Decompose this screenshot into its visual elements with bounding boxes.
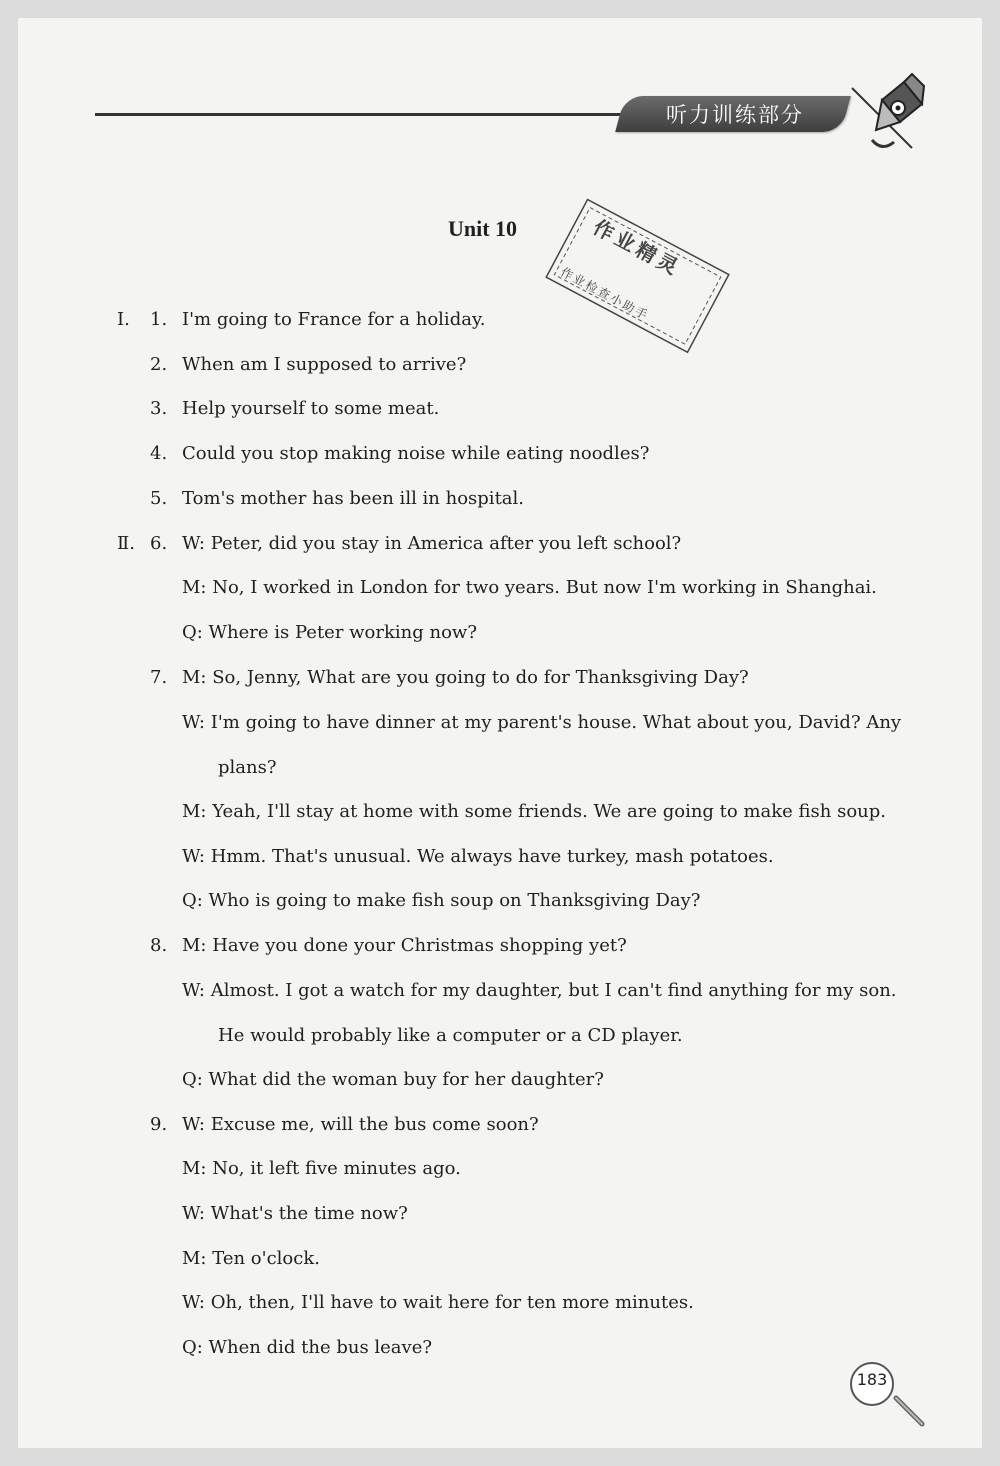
dialogue-line: W: Excuse me, will the bus come soon? — [182, 1114, 539, 1135]
dialogue-line: W: Almost. I got a watch for my daughter, but I can't find anything for my son. — [182, 980, 897, 1001]
section-2-mark: Ⅱ. — [117, 533, 135, 554]
dialogue-line: M: So, Jenny, What are you going to do for Thanksgiving Day? — [182, 667, 749, 688]
dialogue-line: W: Hmm. That's unusual. We always have turkey, mash potatoes. — [182, 846, 774, 867]
pencil-mascot-icon — [842, 70, 928, 160]
item-text: When am I supposed to arrive? — [182, 354, 467, 375]
page-number: 183 — [856, 1370, 888, 1389]
item-text: I'm going to France for a holiday. — [182, 309, 486, 330]
dialogue-line-continued: plans? — [218, 757, 277, 778]
item-number: 3. — [150, 398, 168, 419]
section-1-mark: Ⅰ. — [117, 309, 130, 330]
section-header-title: 听力训练部分 — [666, 103, 804, 127]
question-line: Q: What did the woman buy for her daughter? — [182, 1069, 604, 1090]
item-number: 2. — [150, 354, 168, 375]
dialogue-line: W: Oh, then, I'll have to wait here for ten more minutes. — [182, 1292, 694, 1313]
dialogue-line: M: Ten o'clock. — [182, 1248, 320, 1269]
stamp-title: 作业精灵 — [589, 214, 686, 281]
question-line: Q: Where is Peter working now? — [182, 622, 477, 643]
dialogue-line-continued: He would probably like a computer or a CD player. — [218, 1025, 683, 1046]
item-number: 7. — [150, 667, 168, 688]
item-text: Help yourself to some meat. — [182, 398, 440, 419]
question-line: Q: When did the bus leave? — [182, 1337, 433, 1358]
item-number: 8. — [150, 935, 168, 956]
dialogue-line: M: No, it left five minutes ago. — [182, 1158, 461, 1179]
dialogue-line: M: Have you done your Christmas shopping yet? — [182, 935, 627, 956]
dialogue-line: M: No, I worked in London for two years. But now I'm working in Shanghai. — [182, 577, 877, 598]
unit-title: Unit 10 — [448, 216, 518, 241]
item-number: 4. — [150, 443, 168, 464]
item-number: 5. — [150, 488, 168, 509]
question-line: Q: Who is going to make fish soup on Thanksgiving Day? — [182, 890, 701, 911]
item-text: Could you stop making noise while eating noodles? — [182, 443, 650, 464]
item-number: 9. — [150, 1114, 168, 1135]
header-rule — [95, 113, 655, 116]
dialogue-line: W: Peter, did you stay in America after you left school? — [182, 533, 682, 554]
item-number: 1. — [150, 309, 168, 330]
item-text: Tom's mother has been ill in hospital. — [182, 488, 525, 509]
dialogue-line: W: I'm going to have dinner at my parent's house. What about you, David? Any — [182, 712, 902, 733]
dialogue-line: M: Yeah, I'll stay at home with some friends. We are going to make fish soup. — [182, 801, 887, 822]
dialogue-line: W: What's the time now? — [182, 1203, 408, 1224]
item-number: 6. — [150, 533, 168, 554]
magnifier-icon — [892, 1394, 932, 1434]
stamp-subtitle: 作业检查小助手 — [558, 264, 652, 324]
